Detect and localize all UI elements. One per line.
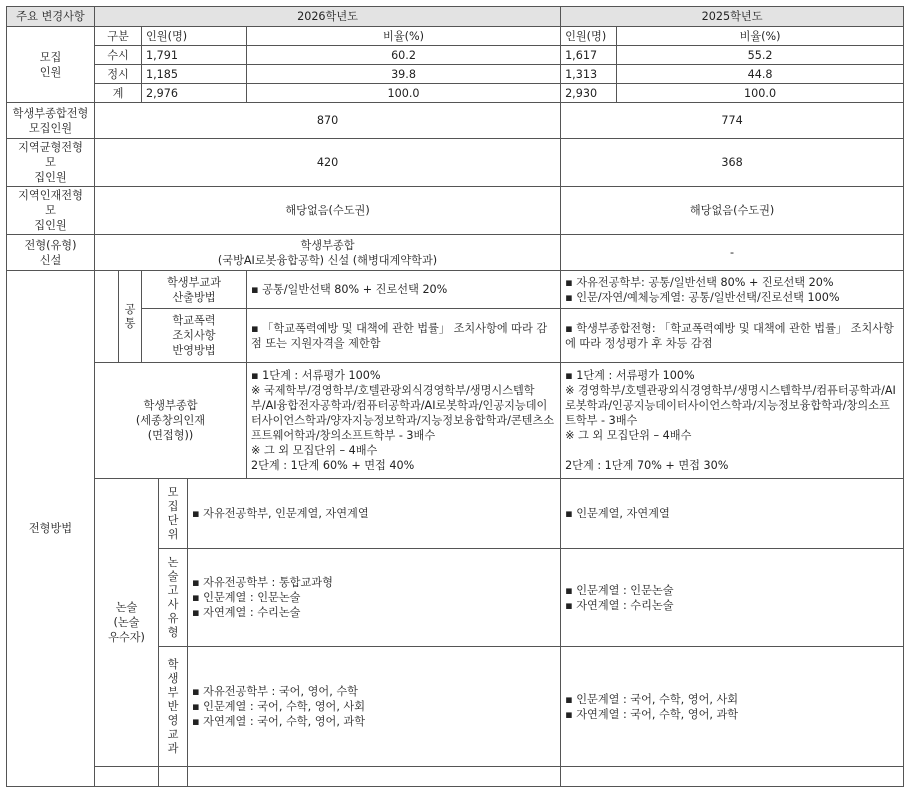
jonghap-2025: 774 bbox=[561, 103, 904, 139]
method-label: 전형방법 bbox=[7, 271, 95, 787]
table-row: 계 2,976 100.0 2,930 100.0 bbox=[7, 84, 904, 103]
new-type-2026: 학생부종합 (국방AI로봇융합공학) 신설 (해병대계약학과) bbox=[95, 235, 561, 271]
essay-type-2025: ▪ 인문계열 : 인문논술 ▪ 자연계열 : 수리논술 bbox=[561, 549, 904, 647]
grade-calc-label: 학생부교과 산출방법 bbox=[142, 271, 247, 309]
violence-2025: ▪ 학생부종합전형: 「학교폭력예방 및 대책에 관한 법률」 조치사항에 따라 정성평가 후 차등 감점 bbox=[561, 309, 904, 363]
jonghap-2026: 870 bbox=[95, 103, 561, 139]
essay-units-2025: ▪ 인문계열, 자연계열 bbox=[561, 479, 904, 549]
table-row: 정시 1,185 39.8 1,313 44.8 bbox=[7, 65, 904, 84]
recruit-col-count-26: 인원(명) bbox=[142, 27, 247, 46]
method-trailing-cell bbox=[188, 767, 561, 787]
essay-type-label: 논 술 고 사 유 형 bbox=[159, 549, 188, 647]
essay-label-cell: 논술 (논술 우수자) bbox=[95, 479, 159, 767]
jonghap-label: 학생부종합전형 모집인원 bbox=[7, 103, 95, 139]
comprehensive-2025: ▪ 1단계 : 서류평가 100% ※ 경영학부/호텔관광외식경영학부/생명시스템학부/컴퓨터공학과/AI로봇학과/인공지능데이터사이언스학과/지능정보융합학과/창의소프트학부 - 3배수 ※ 그 외 모집단위 – 4배수 2단계 : 1단계 70% + 면접 30% bbox=[561, 363, 904, 479]
essay-subj-label: 학 생 부 반 영 교 과 bbox=[159, 647, 188, 767]
essay-subj-2025: ▪ 인문계열 : 국어, 수학, 영어, 사회 ▪ 자연계열 : 국어, 수학, 영어, 과학 bbox=[561, 647, 904, 767]
recruit-col-ratio-26: 비율(%) bbox=[247, 27, 561, 46]
recruit-col-count-25: 인원(명) bbox=[561, 27, 617, 46]
method-trailing-cell bbox=[159, 767, 188, 787]
method-trailing-cell bbox=[95, 767, 159, 787]
method-trailing-cell bbox=[561, 767, 904, 787]
local-talent-label: 지역인재전형 모 집인원 bbox=[7, 187, 95, 235]
table-row: 수시 1,791 60.2 1,617 55.2 bbox=[7, 46, 904, 65]
recruit-col-ratio-25: 비율(%) bbox=[617, 27, 904, 46]
regional-2025: 368 bbox=[561, 139, 904, 187]
recruit-col-type: 구분 bbox=[95, 27, 142, 46]
grade-calc-2025: ▪ 자유전공학부: 공통/일반선택 80% + 진로선택 20% ▪ 인문/자연/예체능계열: 공통/일반선택/진로선택 100% bbox=[561, 271, 904, 309]
comprehensive-label: 학생부종합 (세종창의인재 (면접형)) bbox=[95, 363, 247, 479]
method-common-spacer bbox=[95, 271, 119, 363]
essay-units-2026: ▪ 자유전공학부, 인문계열, 자연계열 bbox=[188, 479, 561, 549]
local-talent-2026: 해당없음(수도권) bbox=[95, 187, 561, 235]
violence-2026: ▪ 「학교폭력예방 및 대책에 관한 법률」 조치사항에 따라 감점 또는 지원자격을 제한함 bbox=[247, 309, 561, 363]
header-2025: 2025학년도 bbox=[561, 7, 904, 27]
violence-label: 학교폭력 조치사항 반영방법 bbox=[142, 309, 247, 363]
common-label: 공 통 bbox=[119, 271, 142, 363]
essay-units-label: 모 집 단 위 bbox=[159, 479, 188, 549]
regional-2026: 420 bbox=[95, 139, 561, 187]
recruit-label: 모집 인원 bbox=[7, 27, 95, 103]
local-talent-2025: 해당없음(수도권) bbox=[561, 187, 904, 235]
essay-subj-2026: ▪ 자유전공학부 : 국어, 영어, 수학 ▪ 인문계열 : 국어, 수학, 영어, 사회 ▪ 자연계열 : 국어, 수학, 영어, 과학 bbox=[188, 647, 561, 767]
essay-type-2026: ▪ 자유전공학부 : 통합교과형 ▪ 인문계열 : 인문논술 ▪ 자연계열 : 수리논술 bbox=[188, 549, 561, 647]
changes-table bbox=[6, 6, 904, 787]
regional-label: 지역균형전형 모 집인원 bbox=[7, 139, 95, 187]
new-type-2025: - bbox=[561, 235, 904, 271]
header-main: 주요 변경사항 bbox=[7, 7, 95, 27]
grade-calc-2026: ▪ 공통/일반선택 80% + 진로선택 20% bbox=[247, 271, 561, 309]
comprehensive-2026: ▪ 1단계 : 서류평가 100% ※ 국제학부/경영학부/호텔관광외식경영학부/생명시스템학부/AI융합전자공학과/컴퓨터공학과/AI로봇학과/인공지능데이터사이언스학과/양자지능정보학과/지능정보융합학과/콘텐츠소프트웨어학과/창의소프트학부 - 3배수 ※ 그 외 모집단위 – 4배수 2단계 : 1단계 60% + 면접 40% bbox=[247, 363, 561, 479]
header-2026: 2026학년도 bbox=[95, 7, 561, 27]
new-type-label: 전형(유형) 신설 bbox=[7, 235, 95, 271]
